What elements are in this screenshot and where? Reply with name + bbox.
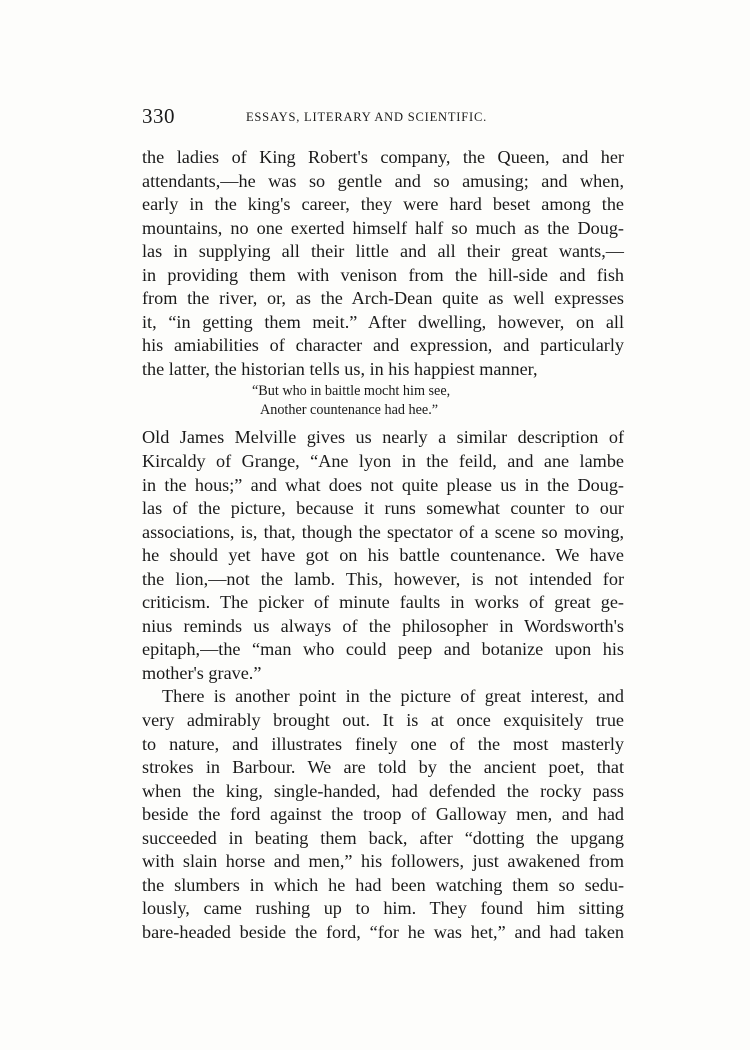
text-line: in the hous;” and what does not quite please us in the Doug- [142,474,624,495]
text-line: when the king, single-handed, had defended the rocky pass [142,780,624,801]
text-line: mother's grave.” [142,662,262,683]
text-line: with slain horse and men,” his followers, just awakened from [142,851,624,872]
page-number: 330 [142,104,175,128]
text-line: mountains, no one exerted himself half so much as the Doug- [142,217,624,238]
text-line: beside the ford against the troop of Galloway men, and had [142,804,624,825]
text-line: bare-headed beside the ford, “for he was het,” and had taken [142,921,624,942]
text-line: las in supplying all their little and all their great wants,— [142,241,624,262]
text-line: the latter, the historian tells us, in his happiest manner, [142,358,538,379]
text-line: his amiabilities of character and expression, and particularly [142,335,624,356]
text-line: las of the picture, because it runs somewhat counter to our [142,498,624,519]
text-line: in providing them with venison from the hill-side and fish [142,264,624,285]
text-line: the lion,—not the lamb. This, however, is not intended for [142,568,624,589]
running-head: ESSAYS, LITERARY AND SCIENTIFIC. [246,110,488,124]
text-line: very admirably brought out. It is at once exquisitely true [142,710,624,731]
text-line: There is another point in the picture of great interest, and [162,686,624,707]
text-line: Kircaldy of Grange, “Ane lyon in the feild, and ane lambe [142,451,624,472]
verse-line: “But who in baittle mocht him see, [252,383,451,400]
text-line: the ladies of King Robert's company, the Queen, and her [142,147,624,167]
text-line: strokes in Barbour. We are told by the ancient poet, that [142,757,624,778]
page-header [142,104,622,134]
text-line: from the river, or, as the Arch-Dean quite as well expresses [142,288,624,309]
text-line: early in the king's career, they were hard beset among the [142,194,624,215]
text-line: to nature, and illustrates finely one of the most masterly [142,733,624,754]
text-line: the slumbers in which he had been watching them so sedu- [142,874,624,895]
verse-line: Another countenance had hee.” [260,402,439,419]
text-line: he should yet have got on his battle countenance. We have [142,545,624,566]
text-line: associations, is, that, though the spectator of a scene so moving, [142,521,624,542]
text-line: succeeded in beating them back, after “dotting the upgang [142,827,624,848]
text-line: nius reminds us always of the philosopher in Wordsworth's [142,615,624,636]
text-line: epitaph,—the “man who could peep and botanize upon his [142,639,624,660]
text-line: it, “in getting them meit.” After dwelling, however, on all [142,311,624,332]
text-line: Old James Melville gives us nearly a similar description of [142,427,624,448]
text-line: lously, came rushing up to him. They found him sitting [142,898,624,919]
text-line: criticism. The picker of minute faults in works of great ge- [142,592,624,613]
body-text [142,146,624,945]
text-line: attendants,—he was so gentle and so amusing; and when, [142,170,624,191]
